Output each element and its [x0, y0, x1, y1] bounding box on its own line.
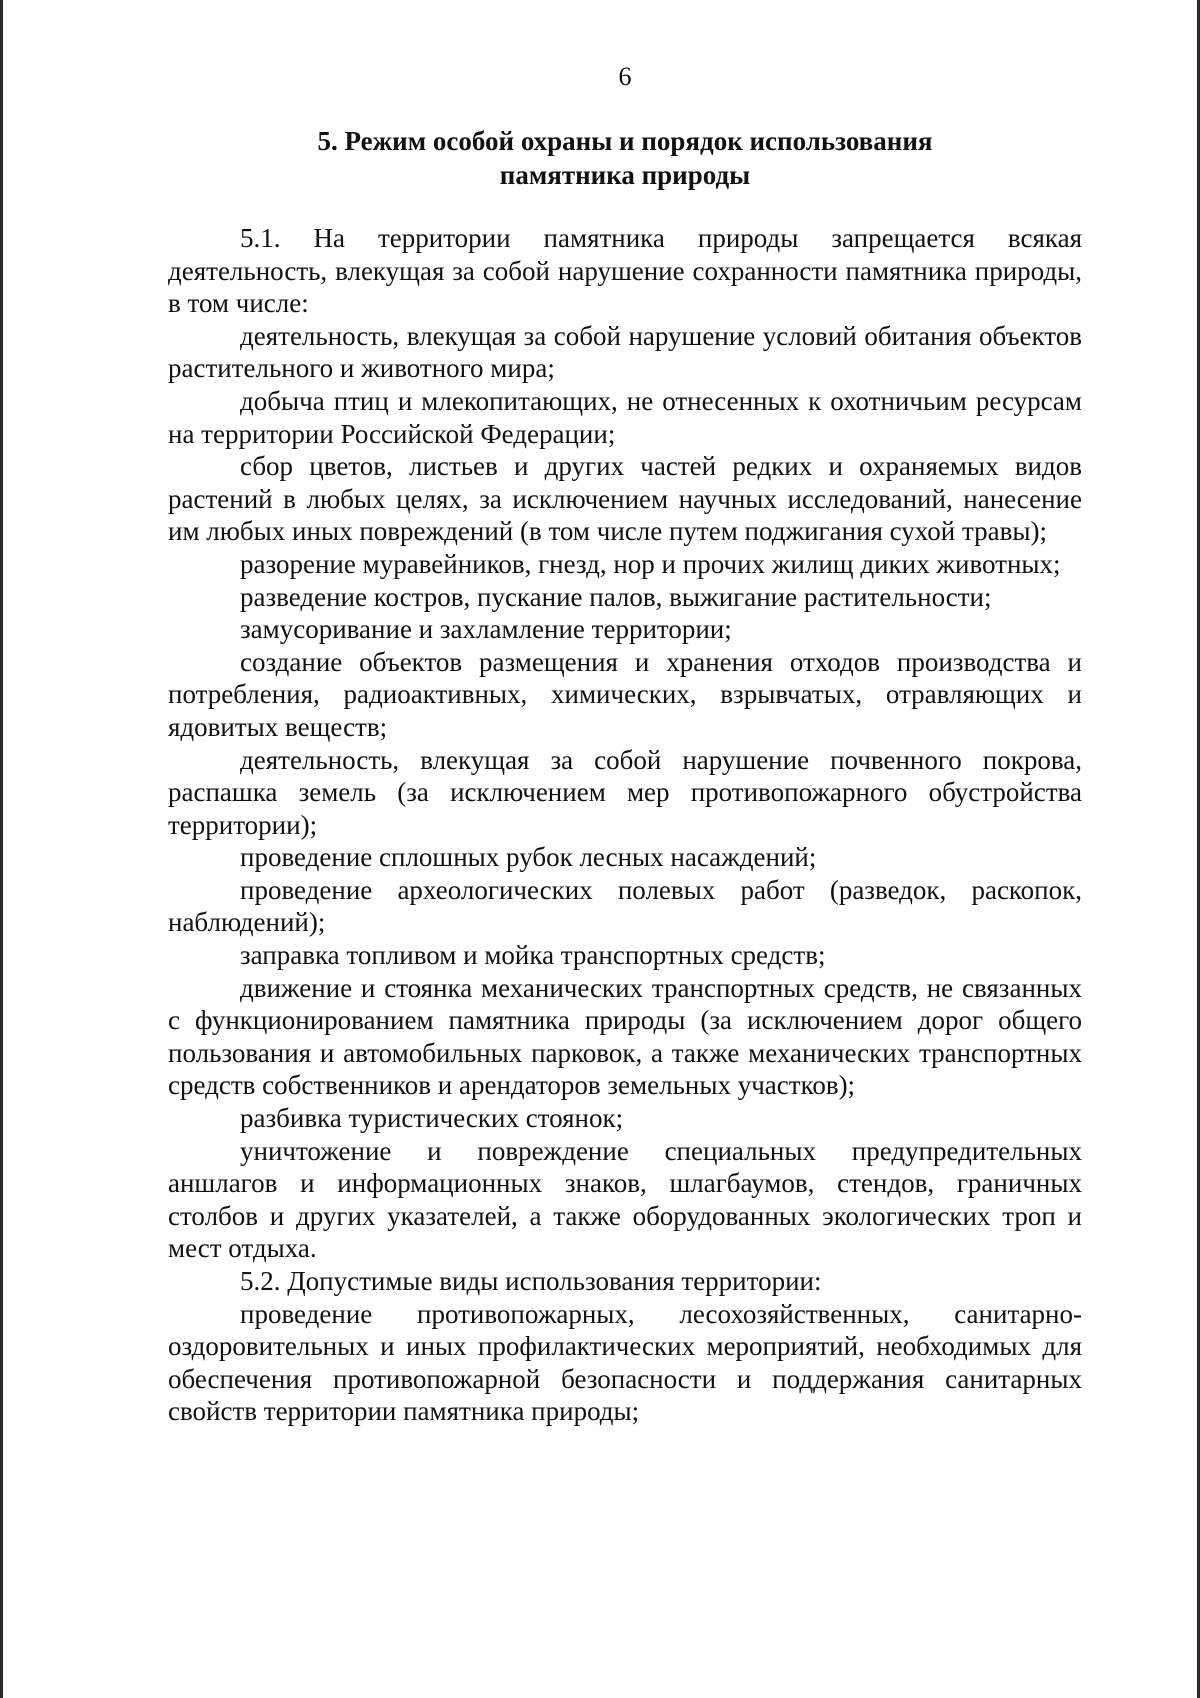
list-item: проведение археологических полевых работ (разведок, раскопок, наблюдений); [168, 874, 1082, 938]
paragraph-5-1: 5.1. На территории памятника природы запрещается всякая деятельность, влекущая за собой нарушение сохранности памятника природы, в том числе: [168, 223, 1082, 319]
list-item: разорение муравейников, гнезд, нор и прочих жилищ диких животных; [240, 548, 1061, 579]
list-item: уничтожение и повреждение специальных предупредительных аншлагов и информационных знаков, шлагбаумов, стендов, граничных столбов и других указателей, а также оборудованных экологических троп и мест отдыха. [168, 1135, 1082, 1264]
list-item: замусоривание и захламление территории; [240, 614, 732, 645]
list-item: разведение костров, пускание палов, выжигание растительности; [240, 581, 992, 612]
list-item: добыча птиц и млекопитающих, не отнесенных к охотничьим ресурсам на территории Российской Федерации; [168, 385, 1082, 449]
list-item: разбивка туристических стоянок; [240, 1103, 624, 1134]
section-heading-line-1: 5. Режим особой охраны и порядок использования [317, 126, 933, 156]
scan-left-edge [0, 0, 3, 1698]
section-heading [168, 124, 1082, 192]
list-item: деятельность, влекущая за собой нарушение почвенного покрова, распашка земель (за исключением мер противопожарного обустройства территории); [168, 744, 1082, 840]
list-item: деятельность, влекущая за собой нарушение условий обитания объектов растительного и животного мира; [168, 320, 1082, 384]
list-item: заправка топливом и мойка транспортных средств; [240, 940, 826, 971]
paragraph-5-2: 5.2. Допустимые виды использования территории: [240, 1266, 822, 1296]
list-item: создание объектов размещения и хранения отходов производства и потребления, радиоактивных, химических, взрывчатых, отравляющих и ядовитых веществ; [168, 646, 1082, 742]
list-item: проведение сплошных рубок лесных насаждений; [240, 842, 817, 873]
list-item: проведение противопожарных, лесохозяйственных, санитарно-оздоровительных и иных профилактических мероприятий, необходимых для обеспечения противопожарной безопасности и поддержания санитарных свойств территории памятника природы; [168, 1298, 1082, 1427]
section-heading-line-2: памятника природы [499, 160, 751, 190]
document-body [168, 222, 1082, 1428]
list-item: сбор цветов, листьев и других частей редких и охраняемых видов растений в любых целях, за исключением научных исследований, нанесение им любых иных повреждений (в том числе путем поджигания сухой травы); [168, 451, 1082, 547]
page-number: 6 [618, 62, 632, 91]
list-item: движение и стоянка механических транспортных средств, не связанных с функционированием памятника природы (за исключением дорог общего пользования и автомобильных парковок, а также механических транспортных средств собственников и арендаторов земельных участков); [168, 972, 1082, 1101]
